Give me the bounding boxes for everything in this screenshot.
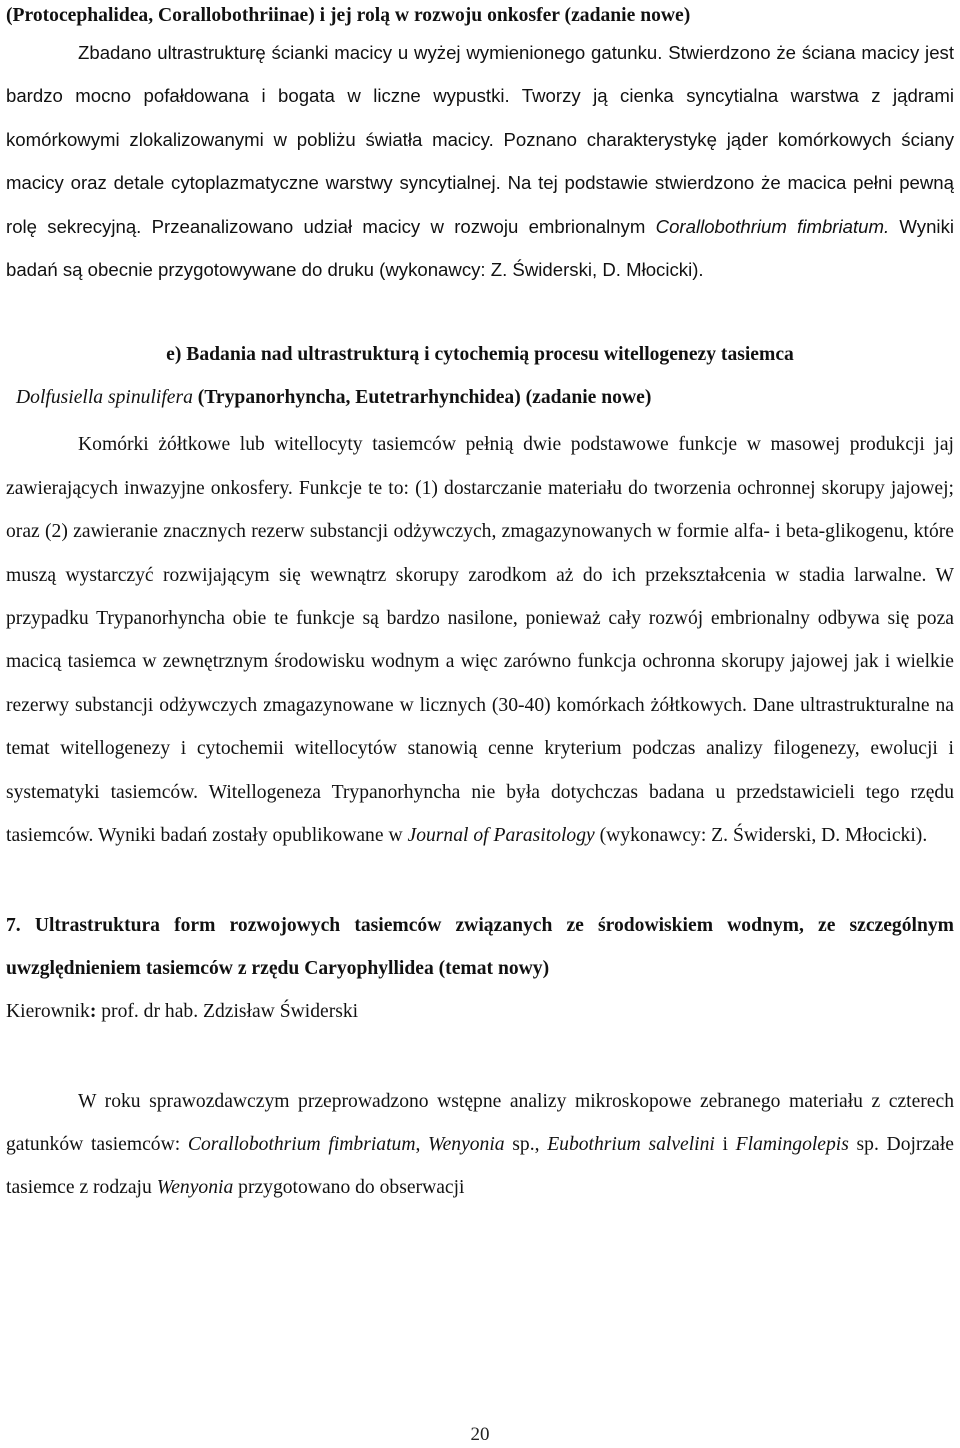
paragraph-developmental-forms <box>6 1080 954 1210</box>
paragraph-text: Komórki żółtkowe lub witellocyty tasiemców pełnią dwie podstawowe funkcje w masowej produkcji jaj zawierających inwazyjne onkosfery. Funkcje te to: (1) dostarczanie materiału do tworzenia ochronnej skorupy jajowej; oraz (2) zawieranie znacznych rezerw substancji odżywczych, zmagazynowanych w formie alfa- i beta-glikogenu, które muszą wystarczyć rozwijającym się wewnątrz skorupy zarodkom aż do ich przekształcenia w stadia larwalne. W przypadku Trypanorhyncha obie te funkcje są bardzo nasilone, ponieważ cały rozwój embrionalny odbywa się poza macicą tasiemca w zewnętrznym środowisku wodnym a więc zarówno funkcja ochronna skorupy jajowej jak i wielkie rezerwy substancji odżywczych zmagazynowane w licznych (30-40) komórkach żółtkowych. Dane ultrastrukturalne na temat witellogenezy i cytochemii witellocytów stanowią cenne kryterium podczas analizy filogenezy, ewolucji i systematyki tasiemców. Witellogeneza Trypanorhyncha nie była dotychczas badana u przedstawicieli tego rzędu tasiemców. Wyniki badań zostały opublikowane w <box>6 434 954 847</box>
section-e-title-line2: (Trypanorhyncha, Eutetrarhynchidea) (zadanie nowe) <box>192 387 652 409</box>
species-name: Flamingolepis <box>735 1133 849 1155</box>
section-heading-continued <box>6 1 954 31</box>
separator: sp., <box>504 1133 548 1155</box>
species-name: Corallobothrium fimbriatum. <box>655 215 890 237</box>
section-7-title: 7. Ultrastruktura form rozwojowych tasiemców związanych ze środowiskiem wodnym, ze szczególnym uwzględnieniem tasiemców z rzędu Caryophyllidea (temat nowy) <box>6 914 954 979</box>
section-e-title <box>6 333 954 377</box>
separator: sp. Dojrzałe tasiemce z rodzaju <box>6 1133 954 1199</box>
leader-name: prof. dr hab. Zdzisław Świderski <box>96 1000 359 1022</box>
page-number: 20 <box>470 1424 490 1445</box>
paragraph-text-end: Wyniki badań są obecnie przygotowywane do druku (wykonawcy: Z. Świderski, D. Młocicki). <box>6 215 954 281</box>
section-e-title-line1: e) Badania nad ultrastrukturą i cytochemią procesu witellogenezy tasiemca <box>166 344 794 366</box>
species-name: Corallobothrium fimbriatum <box>187 1133 416 1155</box>
journal-name: Journal of Parasitology <box>407 825 595 847</box>
section-e-title-species-line <box>16 377 954 419</box>
paragraph-text: W roku sprawozdawczym przeprowadzono wstępne analizy mikroskopowe zebranego materiału z czterech gatunków tasiemców: <box>6 1090 954 1155</box>
species-name: Wenyonia <box>428 1133 505 1155</box>
section-e <box>6 333 954 857</box>
paragraph-text: Zbadano ultrastrukturę ścianki macicy u wyżej wymienionego gatunku. Stwierdzono że ściana macicy jest bardzo mocno pofałdowana i bogata w liczne wypustki. Tworzy ją cienka syncytialna warstwa z jądrami komórkowymi zlokalizowanymi w pobliżu światła macicy. Poznano charakterystykę jąder komórkowych ściany macicy oraz detale cytoplazmatyczne warstwy syncytialnej. Na tej podstawie stwierdzono że macica pełni pewną rolę sekrecyjną. Przeanalizowano udział macicy w rozwoju embrionalnym <box>6 42 954 237</box>
section-7 <box>6 904 954 1210</box>
species-name: Eubothrium salvelini <box>547 1133 715 1155</box>
paragraph-vitellogenesis <box>6 423 954 857</box>
species-name: Wenyonia <box>156 1177 234 1199</box>
leader-colon: : <box>89 1000 97 1022</box>
separator: , <box>415 1133 429 1155</box>
paragraph-uterus <box>6 31 954 291</box>
heading-text: (Protocephalidea, Corallobothriinae) i jej rolą w rozwoju onkosfer (zadanie nowe) <box>6 5 691 26</box>
document-page <box>6 0 954 1210</box>
leader-label: Kierownik <box>6 1000 90 1022</box>
separator: i <box>714 1133 736 1155</box>
paragraph-text-end: (wykonawcy: Z. Świderski, D. Młocicki). <box>594 825 928 847</box>
paragraph-text-end: przygotowano do obserwacji <box>233 1177 465 1199</box>
species-name: Dolfusiella spinulifera <box>16 387 193 409</box>
project-leader <box>6 990 954 1034</box>
